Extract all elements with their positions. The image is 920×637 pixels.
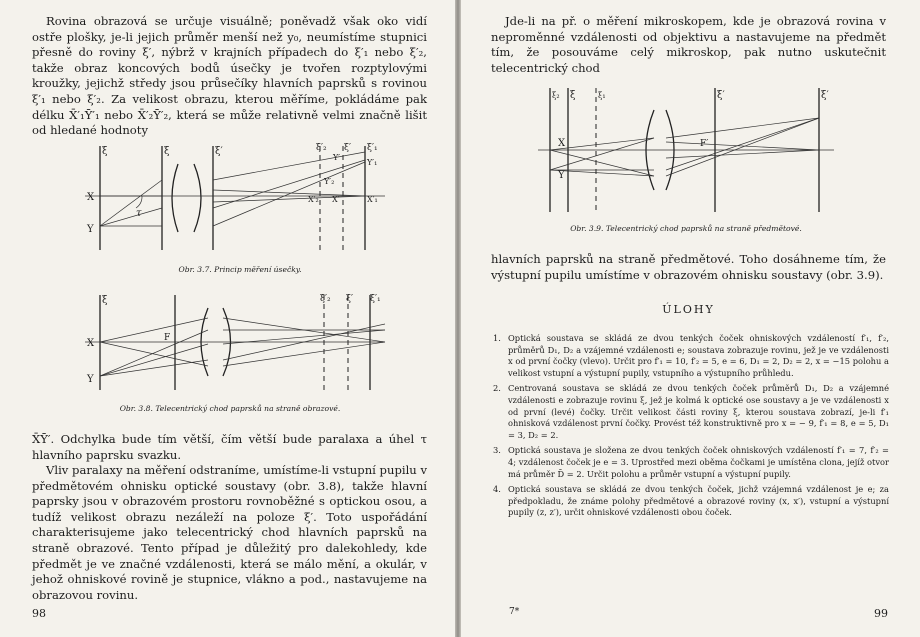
lens-right-element xyxy=(194,164,201,232)
label-xi1-prime: ξ′₁ xyxy=(367,143,378,153)
ray xyxy=(213,196,365,202)
label-xi2-prime: ξ′₂ xyxy=(316,143,327,153)
label-Y1-prime: Y′₁ xyxy=(367,158,378,167)
ray xyxy=(666,142,819,150)
continuation-paragraph: X̄Ȳ′. Odchylka bude tím větší, čím větší bude paralaxa a úhel τ hlavního paprsku svazku. xyxy=(32,432,427,462)
page-number-right: 99 xyxy=(874,607,888,620)
ray xyxy=(223,342,385,366)
label-X2-prime: X′₂ xyxy=(308,195,319,204)
tasks-heading: ÚLOHY xyxy=(662,303,715,316)
angle-tau-arc xyxy=(136,196,142,208)
figure-3-7-caption: Obr. 3.7. Princip měření úsečky. xyxy=(178,265,302,274)
figure-3-9 xyxy=(536,80,836,220)
signature-mark: 7* xyxy=(509,607,520,617)
label-xi2: ξ₂ xyxy=(552,91,560,100)
tasks-list xyxy=(489,333,889,523)
intro-paragraph: Jde-li na př. o měření mikroskopem, kde je obrazová rovina v neproměnné vzdálenosti od objektivu a nastavujeme na předmět tím, že posouváme celý mikroskop, pak nutno uskutečnit telecentrický chod xyxy=(491,14,886,75)
task-number: 1. xyxy=(493,333,501,343)
ray xyxy=(666,118,819,176)
task-number: 4. xyxy=(493,484,501,495)
paralax-paragraph: Vliv paralaxy na měření odstraníme, umístíme-li vstupní pupilu v předmětovém ohnisku optické soustavy (obr. 3.8), takže hlavní paprsky jsou v obrazovém prostoru rovnoběžné s optickou osou, a tudíž velikost obrazu nezáleží na poloze ξ′. Toto uspořádání charakterisujeme jako telecentrický chod hlavních paprsků na straně obrazové. Tento případ je důležitý pro dalekohledy, kde předmět je ve značné vzdálenosti, která se málo mění, a okulár, v jehož ohniskové rovině je stupnice, vlákno a pod., nastavujeme na obrazovou rovinu. xyxy=(32,463,427,602)
ray xyxy=(100,208,162,226)
label-Y: Y xyxy=(87,374,94,385)
ray xyxy=(666,118,819,138)
label-xi-prime: ξ′ xyxy=(821,90,829,101)
task-item xyxy=(489,445,889,480)
ray xyxy=(100,318,208,342)
ray xyxy=(666,118,819,170)
label-xi-prime: ξ′ xyxy=(346,294,354,304)
label-xi: ξ xyxy=(102,146,108,157)
right-page xyxy=(461,0,920,637)
label-xi1: ξ₁ xyxy=(598,91,606,100)
label-Y2-prime: Y′₂ xyxy=(324,177,335,186)
ray xyxy=(550,138,654,150)
lens-left-element xyxy=(172,164,178,232)
label-F-prime: F′ xyxy=(700,139,709,149)
label-X: X xyxy=(558,138,566,149)
task-text: Centrovaná soustava se skládá ze dvou tenkých čoček průměrů D₁, D₂ a vzájemné vzdálenosti e zobrazuje rovinu ξ, jež je kolmá k optické ose soustavy a je ve vzdálenosti x od první (levé) čočky. Určit velikost části roviny ξ, kterou soustava zobrazí, je-li f′₁ ohnisková vzdálenost první čočky. Provést též konstruktivně pro x = − 9, f′₁ = 8, e = 5, D₁ = 3, D₂ = 2. xyxy=(508,383,889,440)
ray xyxy=(100,360,208,376)
figure-3-9-caption: Obr. 3.9. Telecentrický chod paprsků na straně předmětové. xyxy=(570,224,802,233)
label-Y: Y xyxy=(558,170,565,181)
ray xyxy=(100,330,208,376)
label-Y: Y xyxy=(87,224,94,235)
label-tau: τ xyxy=(136,208,142,219)
label-F: F xyxy=(164,333,171,343)
task-number: 3. xyxy=(493,445,501,456)
task-text: Optická soustava je složena ze dvou tenkých čoček ohniskových vzdáleností f′₁ = 7, f′₂ = 4; vzdálenost čoček je e = 3. Uprostřed mezi oběma čočkami je umístěna clona, jejíž otvor má průměr D̄ = 2. Určit polohu a průměr vstupní a výstupní pupily. xyxy=(508,445,889,479)
label-xi: ξ xyxy=(570,90,576,101)
ray xyxy=(100,344,208,376)
task-number: 2. xyxy=(493,383,501,394)
ray xyxy=(550,170,654,176)
label-X-prime: X′ xyxy=(332,195,340,204)
label-xi2-prime: ξ′₂ xyxy=(320,294,331,304)
label-X1-prime: X′₁ xyxy=(367,195,378,204)
figure-3-8-caption: Obr. 3.8. Telecentrický chod paprsků na straně obrazové. xyxy=(119,404,341,413)
label-xi: ξ xyxy=(102,295,108,306)
ray xyxy=(213,162,365,226)
ray xyxy=(666,150,819,158)
label-xi-prime: ξ′ xyxy=(215,146,223,157)
label-xi1-prime: ξ′₁ xyxy=(370,294,381,304)
label-X: X xyxy=(87,338,95,349)
left-page xyxy=(0,0,455,637)
figure-3-8 xyxy=(80,290,400,400)
label-Y-prime: Y′ xyxy=(333,153,341,162)
intro-paragraph: Rovina obrazová se určuje visuálně; poněvadž však oko vidí ostře plošky, je-li jejich průměr menší než y₀, neumístíme stupnici přesně do roviny ξ′, nýbrž v krajních případech do ξ′₁ nebo ξ′₂, takže obraz koncových bodů úsečky je tvořen rozptylovými kroužky, jejichž středy jsou průsečíky hlavních paprsků s rovinou ξ′₁ nebo ξ′₂. Za velikost obrazu, kterou měříme, pokládáme pak délku X̄′₁Ȳ′₁ nebo X̄′₂Ȳ′₂, která se může relativně velmi značně lišit od hledané hodnoty xyxy=(32,14,427,138)
task-item xyxy=(489,484,889,519)
task-text: Optická soustava se skládá ze dvou tenkých čoček, jichž vzájemná vzdálenost je e; za předpokladu, že známe polohy předmětové a obrazové roviny (x, x′), vstupní a výstupní pupily (z, z′), určit ohniskové vzdálenosti obou čoček. xyxy=(508,484,889,518)
label-xi-prime: ξ′ xyxy=(344,143,352,153)
ray xyxy=(213,190,365,196)
task-item xyxy=(489,383,889,441)
telecentric-paragraph: hlavních paprsků na straně předmětové. Toho dosáhneme tím, že výstupní pupilu umístíme v obrazovém ohnisku soustavy (obr. 3.9). xyxy=(491,252,886,282)
ray xyxy=(213,152,365,180)
label-xi: ξ xyxy=(164,146,170,157)
label-xi-prime: ξ′ xyxy=(717,90,725,101)
page-number-left: 98 xyxy=(32,607,46,620)
task-text: Optická soustava se skládá ze dvou tenkých čoček ohniskových vzdáleností f′₁, f′₂, průměrů D₁, D₂ a vzájemné vzdálenosti e; soustava zobrazuje rovinu, jež je ve vzdálenosti x od první čočky (vlevo). Určit pro f′₁ = 10, f′₂ = 5, e = 6, D₁ = 2, D₂ = 2, x = −15 polohu a velikost vstupní a výstupní pupily, vstupního a výstupního průhledu. xyxy=(508,333,889,378)
task-item xyxy=(489,333,889,379)
label-X: X xyxy=(87,192,95,203)
ray xyxy=(100,180,162,226)
figure-3-7 xyxy=(80,140,400,262)
